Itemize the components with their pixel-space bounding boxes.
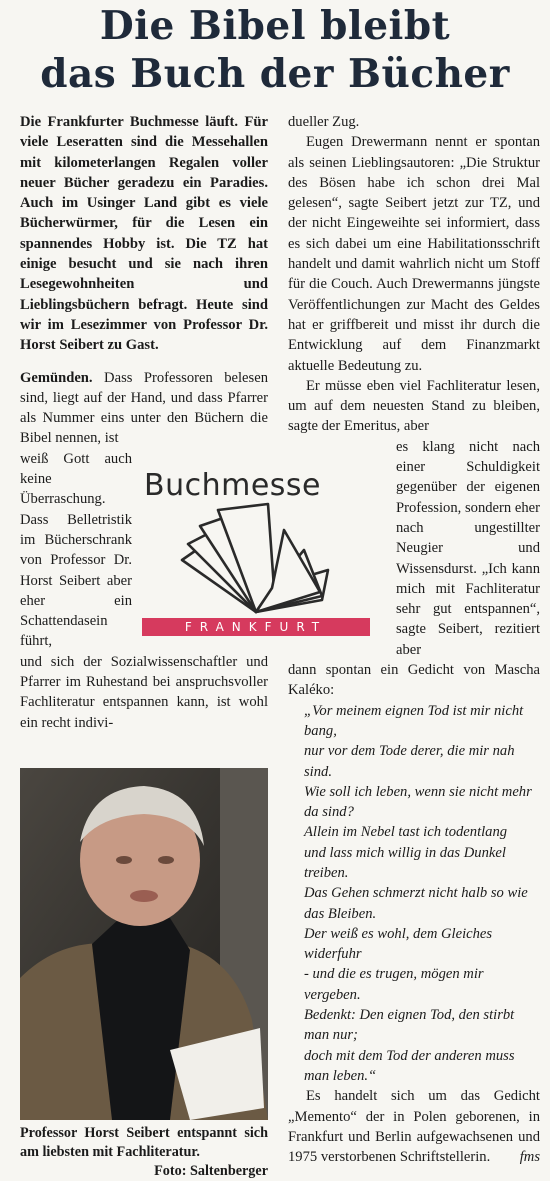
poem-line: Das Gehen schmerzt nicht halb so wie das Bleiben. [304, 885, 528, 922]
body-paragraph-memento [288, 1086, 540, 1167]
headline-line-2: das Buch der Bücher [40, 51, 510, 97]
poem [288, 701, 540, 1087]
body-text-wrapped: weiß Gott auch keine Überraschung. Dass Belletristik im Bücherschrank von Professor Dr. Horst Seibert aber eher ein Schattendasein führt, [20, 450, 132, 650]
headline-line-1: Die Bibel bleibt [99, 3, 451, 49]
logo-band: FRANKFURT [142, 618, 370, 636]
photo-credit: Foto: Saltenberger [154, 1163, 268, 1179]
poem-line: „Vor meinem eignen Tod ist mir nicht bang, [304, 702, 524, 739]
lead-paragraph: Die Frankfurter Buchmesse läuft. Für viele Leseratten sind die Messehallen mit kilometerlangen Regalen voller neuer Bücher geradezu ein Paradies. Auch im Usinger Land gibt es viele Bücherwürmer, für die Lesen ein spannendes Hobby ist. Die TZ hat einige besucht und sie nach ihren Lesegewohnheiten und Lieblingsbüchern befragt. Heute sind wir im Lesezimmer von Professor Dr. Horst Seibert zu Gast. [20, 114, 268, 354]
body-text-rest-right: dann spontan ein Gedicht von Mascha Kaléko: [288, 662, 540, 699]
dateline: Gemünden. [20, 369, 93, 386]
author-signature: fms [519, 1149, 540, 1166]
body-text-rest: und sich der Sozialwissenschaftler und Pfarrer im Ruhestand bei anspruchsvoller Fachliteratur entspannen kann, ist wohl ein recht indivi- [20, 653, 268, 731]
poem-line: nur vor dem Tode derer, die mir nah sind. [304, 743, 515, 780]
poem-line: doch mit dem Tod der anderen muss man leben.“ [304, 1047, 515, 1084]
headline [0, 0, 550, 98]
body-paragraph-drewermann: Eugen Drewermann nennt er spontan als seinen Lieblingsautoren: „Die Struktur des Bösen habe ich schon drei Mal gelesen“, sagte Seibert jetzt zur TZ, und der nicht Eingeweihte sei informiert, dass es sich dabei um eine Habilitationsschrift handelt und damit wahrlich nicht um Stoff für die Couch. Auch Drewermanns jüngste Veröffentlichungen zur Macht des Geldes hat er griffbereit und misst ihr durch die Entwicklung auf dem Finanzmarkt aktuelle Bedeutung zu. [288, 134, 540, 374]
body-paragraph-fachliteratur: Er müsse eben viel Fachliteratur lesen, um auf dem neuesten Stand zu bleiben, sagte der Emeritus, aber [288, 377, 540, 435]
poem-line: Bedenkt: Den eignen Tod, den stirbt man nur; [304, 1007, 515, 1044]
poem-line: Wie soll ich leben, wenn sie nicht mehr da sind? [304, 783, 532, 821]
poem-line: Der weiß es wohl, dem Gleiches widerfuhr [304, 925, 493, 963]
caption-text: Professor Horst Seibert entspannt sich am liebsten mit Fachliteratur. [20, 1125, 268, 1160]
body-paragraph-1 [20, 368, 268, 449]
poem-line: - und die es trugen, mögen mir vergeben. [304, 966, 484, 1003]
logo-wordmark: Buchmesse [144, 468, 321, 503]
photo-caption [20, 1124, 268, 1181]
poem-line: und lass mich willig in das Dunkel treiben. [304, 844, 506, 881]
portrait-photo [20, 768, 268, 1120]
portrait-image [20, 768, 268, 1120]
body-paragraph-continued: dueller Zug. [288, 114, 360, 130]
poem-line: Allein im Nebel tast ich todentlang [304, 824, 508, 841]
body-text-full-width: Dass Professoren belesen sind, liegt auf der Hand, und dass Pfarrer als Nummer eins unter den Büchern die Bibel nennen, ist [20, 369, 268, 447]
body-text-wrapped-right: es klang nicht nach einer Schuldigkeit gegenüber der eigenen Profession, sondern eher nach ungestillter Neugier und Wissensdurst. „Ich kann mich mit Fachliteratur sehr gut entspannen“, sagte Seibert, rezitiert aber [396, 438, 540, 658]
memento-text: Es handelt sich um das Gedicht „Memento“ der in Polen geborenen, in Frankfurt und Berlin aufgewachsenen und 1975 verstorbenen Schriftstellerin. [288, 1088, 540, 1166]
right-column [288, 112, 540, 1167]
